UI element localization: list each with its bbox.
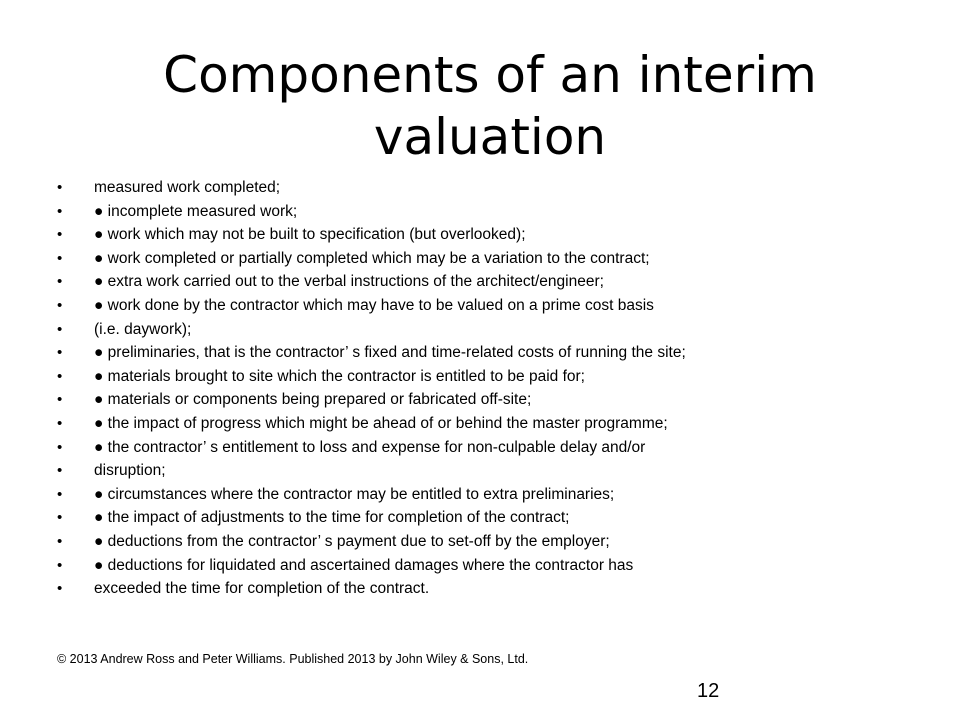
- bullet-item: [57, 412, 917, 436]
- copyright-footer: © 2013 Andrew Ross and Peter Williams. Published 2013 by John Wiley & Sons, Ltd.: [57, 652, 529, 666]
- bullet-item: [57, 270, 917, 294]
- bullet-item: [57, 530, 917, 554]
- bullet-glyph: •: [57, 462, 63, 480]
- bullet-item: [57, 506, 917, 530]
- bullet-text: ● materials brought to site which the contractor is entitled to be paid for;: [94, 367, 585, 385]
- bullet-item: [57, 459, 917, 483]
- bullet-list: [57, 176, 917, 601]
- bullet-glyph: •: [57, 179, 63, 196]
- slide-title: [100, 44, 880, 168]
- bullet-glyph: •: [57, 532, 63, 550]
- bullet-glyph: •: [57, 226, 63, 244]
- bullet-text: ● deductions for liquidated and ascertained damages where the contractor has: [94, 556, 634, 574]
- bullet-text: exceeded the time for completion of the contract.: [94, 580, 430, 598]
- bullet-text: ● extra work carried out to the verbal instructions of the architect/engineer;: [94, 273, 604, 291]
- bullet-text: measured work completed;: [94, 179, 281, 196]
- bullet-text: (i.e. daywork);: [94, 320, 192, 338]
- bullet-glyph: •: [57, 485, 63, 503]
- bullet-text: ● the impact of progress which might be ahead of or behind the master programme;: [94, 414, 668, 432]
- bullet-item: [57, 577, 917, 601]
- bullet-item: [57, 436, 917, 460]
- bullet-text: ● work which may not be built to specification (but overlooked);: [94, 226, 526, 244]
- bullet-glyph: •: [57, 580, 63, 598]
- bullet-item: [57, 365, 917, 389]
- bullet-text: ● work completed or partially completed which may be a variation to the contract;: [94, 249, 650, 267]
- bullet-item: [57, 318, 917, 342]
- page-number: 12: [697, 680, 720, 702]
- bullet-glyph: •: [57, 320, 63, 338]
- bullet-text: ● preliminaries, that is the contractor’ s fixed and time-related costs of running the site;: [94, 344, 686, 362]
- bullet-glyph: •: [57, 414, 63, 432]
- bullet-text: ● the contractor’ s entitlement to loss and expense for non-culpable delay and/or: [94, 438, 646, 456]
- bullet-item: [57, 483, 917, 507]
- title-line-1: Components of an interim: [163, 46, 817, 104]
- bullet-text: ● incomplete measured work;: [94, 202, 298, 220]
- bullet-text: ● materials or components being prepared or fabricated off-site;: [94, 391, 532, 409]
- bullet-item: [57, 223, 917, 247]
- bullet-text: ● work done by the contractor which may have to be valued on a prime cost basis: [94, 296, 654, 314]
- bullet-glyph: •: [57, 556, 63, 574]
- bullet-item: [57, 200, 917, 224]
- bullet-glyph: •: [57, 273, 63, 291]
- bullet-glyph: •: [57, 344, 63, 362]
- bullet-text: ● circumstances where the contractor may be entitled to extra preliminaries;: [94, 485, 615, 503]
- bullet-item: [57, 176, 917, 200]
- bullet-glyph: •: [57, 391, 63, 409]
- bullet-glyph: •: [57, 509, 63, 527]
- bullet-text: ● the impact of adjustments to the time for completion of the contract;: [94, 509, 570, 527]
- bullet-glyph: •: [57, 249, 63, 267]
- bullet-glyph: •: [57, 296, 63, 314]
- bullet-item: [57, 294, 917, 318]
- title-line-2: valuation: [373, 108, 607, 166]
- bullet-item: [57, 388, 917, 412]
- bullet-text: ● deductions from the contractor’ s payment due to set-off by the employer;: [94, 532, 610, 550]
- bullet-item: [57, 341, 917, 365]
- bullet-text: disruption;: [94, 462, 166, 480]
- bullet-item: [57, 554, 917, 578]
- bullet-glyph: •: [57, 438, 63, 456]
- bullet-glyph: •: [57, 367, 63, 385]
- bullet-item: [57, 247, 917, 271]
- bullet-glyph: •: [57, 202, 63, 220]
